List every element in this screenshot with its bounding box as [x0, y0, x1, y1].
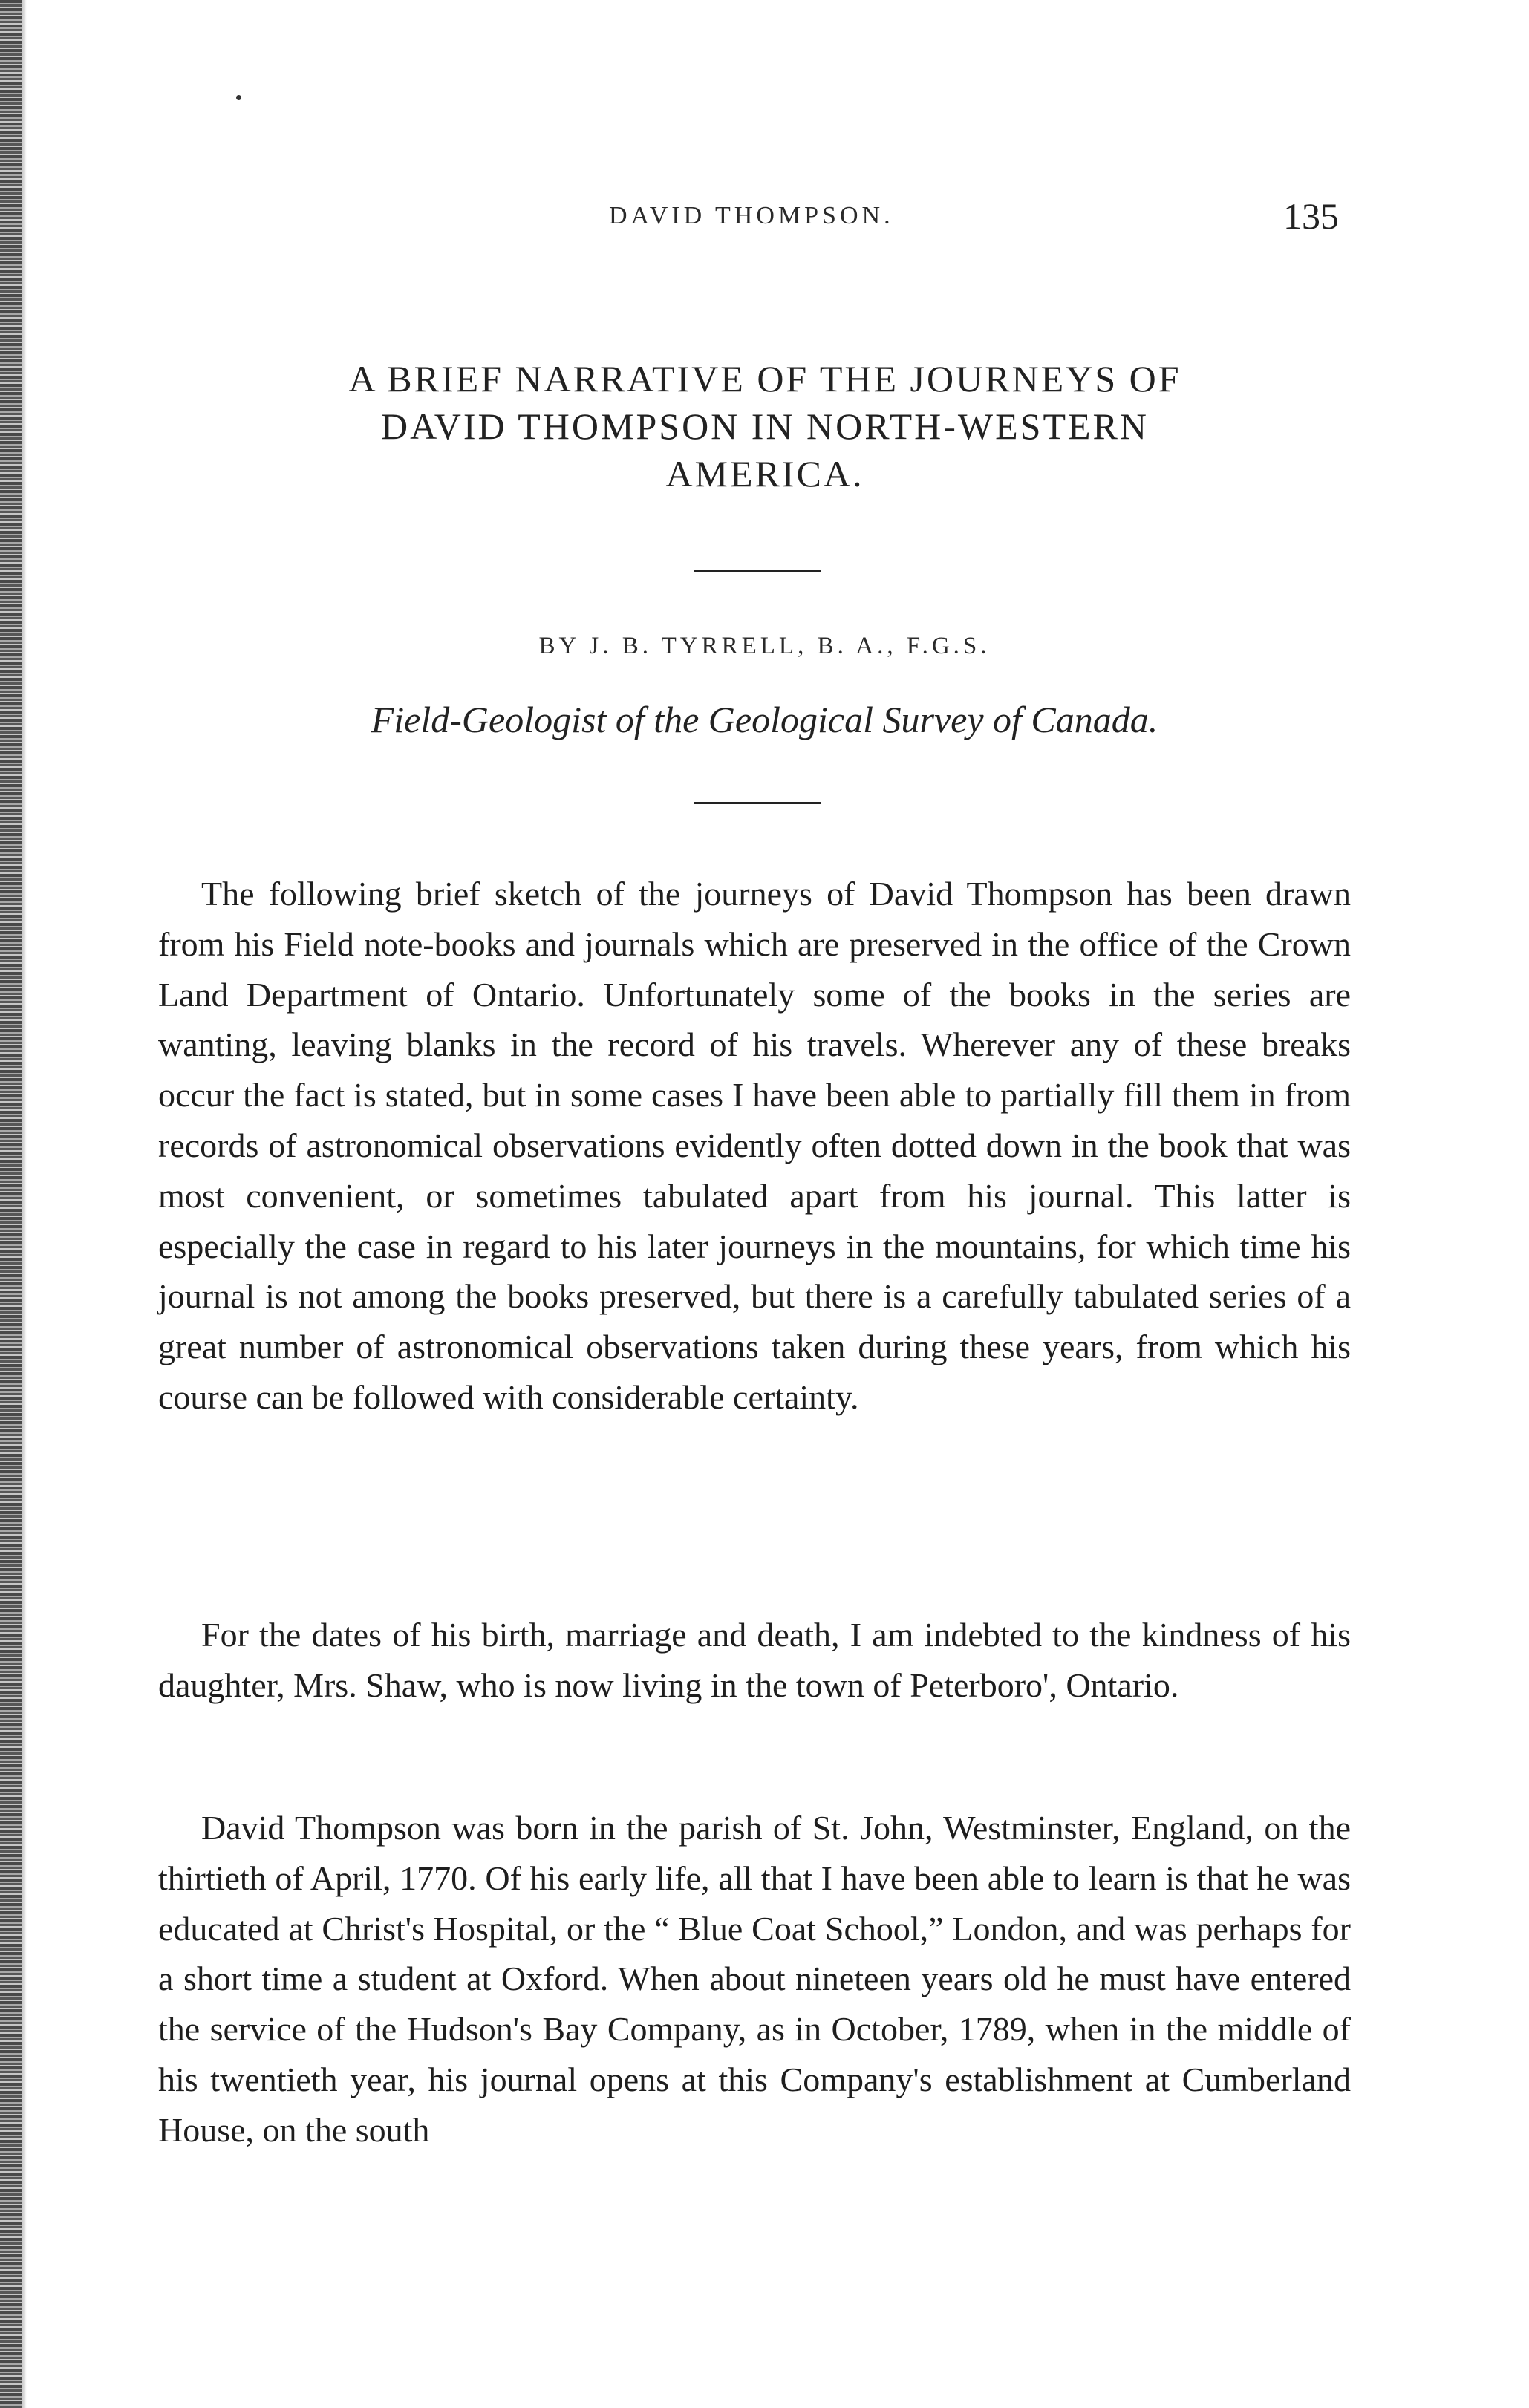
- article-title-line: A BRIEF NARRATIVE OF THE JOURNEYS OF: [348, 358, 1181, 399]
- body-paragraph-2: [158, 1610, 1351, 1711]
- article-title-line: AMERICA.: [665, 453, 864, 495]
- title-divider: [694, 570, 821, 572]
- scan-speck: [236, 95, 241, 100]
- scanned-binding-edge: [0, 0, 22, 2408]
- running-head: [0, 195, 1529, 239]
- running-title: DAVID THOMPSON.: [609, 202, 894, 229]
- article-title: [149, 355, 1381, 497]
- paragraph-text: For the dates of his birth, marriage and death, I am indebted to the kindness of his daughter, Mrs. Shaw, who is now living in the town of Peterboro', Ontario.: [158, 1616, 1351, 1704]
- paragraph-text: The following brief sketch of the journeys of David Thompson has been drawn from his Field note-books and journals which are preserved in the office of the Crown Land Department of Ontario. Unfortunately some of the books in the series are wanting, leaving blanks in the record of his travels. Wherever any of these breaks occur the fact is stated, but in some cases I have been able to partially fill them in from records of astronomical observations evidently often dotted down in the book that was most convenient, or sometimes tabulated apart from his journal. This latter is especially the case in regard to his later journeys in the mountains, for which time his journal is not among the books preserved, but there is a carefully tabulated series of a great number of astronomical observations taken during these years, from which his course can be followed with considerable certainty.: [158, 875, 1351, 1416]
- body-paragraph-3: [158, 1803, 1351, 2156]
- author-byline: BY J. B. TYRRELL, B. A., F.G.S.: [538, 633, 991, 659]
- paragraph-text: David Thompson was born in the parish of St. John, Westminster, England, on the thirtieth of April, 1770. Of his early life, all that I have been able to learn is that he was educated at Christ's Hospital, or the “ Blue Coat School,” London, and was perhaps for a short time a student at Oxford. When about nineteen years old he must have entered the service of the Hudson's Bay Company, as in October, 1789, when in the middle of his twentieth year, his journal opens at this Company's establishment at Cumberland House, on the south: [158, 1809, 1351, 2149]
- body-paragraph-1: [158, 869, 1351, 1423]
- page-number: 135: [1283, 195, 1339, 237]
- byline-divider: [694, 802, 821, 804]
- author-affiliation: Field-Geologist of the Geological Survey of Canada.: [371, 699, 1158, 740]
- article-title-line: DAVID THOMPSON IN NORTH-WESTERN: [381, 405, 1149, 447]
